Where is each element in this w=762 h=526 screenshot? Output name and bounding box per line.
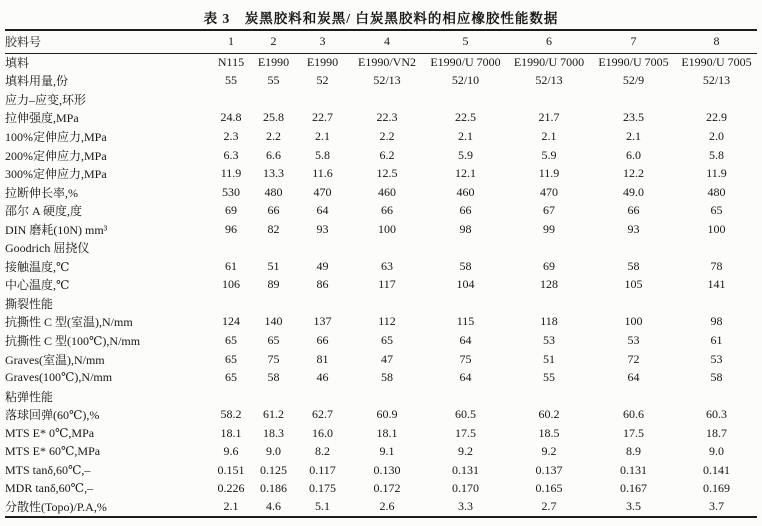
- cell-value: [295, 294, 350, 313]
- row-label: 分散性(Topo)/P.A,%: [5, 500, 107, 515]
- cell-value: 18.1: [220, 425, 242, 440]
- cell-value: 66: [381, 203, 393, 218]
- section-row: [5, 90, 757, 109]
- cell-value: 21.7: [538, 110, 560, 125]
- header-row: [5, 30, 757, 53]
- cell-value: N115: [217, 55, 245, 70]
- cell-value: 18.1: [376, 425, 398, 440]
- cell-value: 46: [316, 370, 329, 385]
- cell-value: 470: [540, 184, 558, 199]
- cell-value: 0.186: [260, 481, 287, 496]
- cell-value: 93: [627, 221, 640, 236]
- table-body: [5, 53, 757, 517]
- cell-value: 58: [381, 370, 393, 385]
- cell-value: [350, 387, 424, 406]
- cell-value: 23.5: [623, 110, 644, 125]
- cell-value: E1990/U 7000: [513, 55, 585, 70]
- cell-value: 93: [316, 221, 329, 236]
- cell-value: [591, 387, 676, 406]
- column-header-8: 8: [713, 34, 720, 49]
- cell-value: 99: [543, 221, 555, 236]
- cell-value: 0.172: [373, 481, 401, 496]
- row-label: 接触温度,℃: [5, 259, 70, 274]
- table-row: [5, 164, 757, 183]
- cell-value: 66: [627, 203, 640, 218]
- cell-value: 2.2: [266, 128, 281, 143]
- cell-value: 11.6: [312, 166, 333, 181]
- table-row: [5, 331, 757, 350]
- cell-value: 72: [627, 351, 640, 366]
- cell-value: 64: [459, 332, 472, 347]
- cell-value: 22.3: [376, 110, 398, 125]
- row-label: 填料: [5, 56, 30, 71]
- cell-value: [210, 90, 252, 109]
- cell-value: 16.0: [312, 425, 333, 440]
- cell-value: [252, 294, 295, 313]
- cell-value: 0.175: [309, 481, 336, 496]
- cell-value: 0.170: [452, 481, 479, 496]
- cell-value: 137: [313, 314, 332, 329]
- cell-value: 128: [540, 277, 558, 292]
- cell-value: 60.9: [376, 407, 398, 422]
- cell-value: [350, 294, 424, 313]
- cell-value: 3.7: [709, 499, 724, 514]
- cell-value: 2.1: [315, 128, 330, 143]
- performance-table: [5, 29, 757, 518]
- cell-value: 6.2: [379, 147, 395, 162]
- cell-value: 112: [378, 314, 396, 329]
- cell-value: 65: [267, 332, 280, 347]
- row-label: MTS E* 60℃,MPa: [5, 444, 101, 459]
- cell-value: [591, 294, 676, 313]
- row-label: 100%定伸应力,MPa: [5, 129, 107, 144]
- cell-value: 12.2: [623, 166, 644, 181]
- cell-value: 53: [543, 332, 555, 347]
- row-label: 拉断伸长率,%: [5, 185, 78, 200]
- cell-value: 52/9: [622, 73, 645, 88]
- cell-value: 64: [627, 370, 640, 385]
- cell-value: [210, 387, 252, 406]
- cell-value: 53: [710, 351, 723, 366]
- cell-value: [350, 90, 424, 109]
- cell-value: 75: [267, 351, 280, 366]
- cell-value: [424, 238, 507, 257]
- table-row: [5, 461, 757, 480]
- cell-value: 2.1: [541, 128, 557, 143]
- row-label: 落球回弹(60℃),%: [5, 408, 100, 423]
- cell-value: 0.130: [373, 462, 401, 477]
- cell-value: 140: [264, 314, 283, 329]
- cell-value: [424, 294, 507, 313]
- table-row: [5, 276, 757, 295]
- cell-value: 60.5: [455, 407, 476, 422]
- cell-value: 8.9: [626, 444, 641, 459]
- cell-value: 62.7: [312, 407, 333, 422]
- cell-value: 82: [267, 221, 280, 236]
- column-header-1: 1: [228, 34, 234, 49]
- cell-value: 8.2: [315, 444, 330, 459]
- section-row: [5, 238, 757, 257]
- row-label: DIN 磨耗(10N) mm³: [5, 222, 108, 237]
- cell-value: 105: [624, 277, 643, 292]
- cell-value: 25.8: [263, 110, 284, 125]
- row-label: 中心温度,℃: [5, 278, 70, 293]
- cell-value: 115: [456, 314, 475, 329]
- row-label: 300%定伸应力,MPa: [5, 167, 107, 182]
- cell-value: 11.9: [538, 166, 560, 181]
- cell-value: 75: [459, 351, 472, 366]
- cell-value: 0.169: [703, 481, 730, 496]
- cell-value: 9.0: [709, 444, 724, 459]
- cell-value: 100: [707, 221, 726, 236]
- table-row: [5, 350, 757, 369]
- cell-value: E1990/VN2: [358, 55, 416, 70]
- table-row: [5, 220, 757, 239]
- cell-value: 5.9: [458, 147, 473, 162]
- cell-value: 51: [267, 258, 280, 273]
- row-label: 邵尔 A 硬度,度: [5, 204, 83, 219]
- row-label: MTS tanδ,60℃,–: [5, 462, 91, 477]
- column-header-2: 2: [270, 34, 277, 49]
- cell-value: [591, 238, 676, 257]
- cell-value: [295, 387, 350, 406]
- cell-value: 58: [267, 370, 280, 385]
- cell-value: [676, 294, 757, 313]
- cell-value: 61: [710, 332, 723, 347]
- column-header-7: 7: [630, 34, 637, 49]
- cell-value: 9.6: [223, 444, 239, 459]
- row-label: Goodrich 屈挠仪: [5, 241, 90, 256]
- table-row: [5, 424, 757, 443]
- cell-value: 9.2: [458, 444, 473, 459]
- cell-value: 2.3: [223, 128, 239, 143]
- cell-value: [676, 238, 757, 257]
- cell-value: 2.6: [379, 499, 395, 514]
- cell-value: 6.6: [266, 147, 281, 162]
- cell-value: 61.2: [263, 407, 284, 422]
- header-label: 胶料号: [5, 35, 42, 50]
- cell-value: 13.3: [263, 166, 284, 181]
- cell-value: 58: [459, 258, 472, 273]
- row-label: 抗撕性 C 型(100℃),N/mm: [5, 333, 141, 348]
- cell-value: 460: [456, 184, 475, 199]
- table-row: [5, 201, 757, 220]
- cell-value: 61: [225, 258, 237, 273]
- cell-value: 17.5: [455, 425, 476, 440]
- cell-value: 0.131: [452, 462, 479, 477]
- cell-value: 49: [316, 258, 329, 273]
- cell-value: 58: [710, 370, 723, 385]
- cell-value: 52/10: [451, 73, 480, 88]
- table-row: [5, 109, 757, 128]
- cell-value: 100: [624, 314, 643, 329]
- cell-value: 106: [222, 277, 240, 292]
- table-row: [5, 146, 757, 165]
- cell-value: 55: [543, 370, 555, 385]
- cell-value: 22.9: [706, 110, 727, 125]
- cell-value: 60.2: [538, 407, 560, 422]
- cell-value: 0.167: [620, 481, 647, 496]
- cell-value: [210, 294, 252, 313]
- cell-value: 18.5: [538, 425, 560, 440]
- cell-value: 78: [710, 258, 723, 273]
- row-label: MTS E* 0℃,MPa: [5, 425, 95, 440]
- cell-value: 0.137: [535, 462, 563, 477]
- row-label: 撕裂性能: [5, 296, 54, 311]
- cell-value: E1990: [306, 55, 339, 70]
- table-row: [5, 480, 757, 499]
- row-label: 粘弹性能: [5, 389, 54, 404]
- cell-value: 104: [456, 277, 475, 292]
- cell-value: 60.3: [706, 407, 727, 422]
- row-label: 填料用量,份: [5, 74, 69, 89]
- cell-value: 0.165: [535, 481, 563, 496]
- cell-value: [676, 387, 757, 406]
- cell-value: 2.2: [379, 128, 395, 143]
- cell-value: 64: [316, 203, 329, 218]
- cell-value: 470: [313, 184, 332, 199]
- cell-value: E1990/U 7005: [681, 55, 752, 70]
- cell-value: 0.151: [217, 462, 245, 477]
- table-row: [5, 257, 757, 276]
- cell-value: [295, 238, 350, 257]
- cell-value: 2.7: [541, 499, 557, 514]
- cell-value: 9.1: [379, 444, 395, 459]
- column-header-5: 5: [462, 34, 469, 49]
- cell-value: 66: [267, 203, 280, 218]
- cell-value: 3.5: [626, 499, 641, 514]
- cell-value: 9.0: [266, 444, 281, 459]
- cell-value: 64: [459, 370, 472, 385]
- cell-value: 86: [316, 277, 329, 292]
- cell-value: 58.2: [220, 407, 242, 422]
- cell-value: 65: [225, 351, 237, 366]
- row-label: 200%定伸应力,MPa: [5, 148, 107, 163]
- column-header-6: 6: [546, 34, 552, 49]
- cell-value: 0.131: [620, 462, 647, 477]
- cell-value: 18.3: [263, 425, 284, 440]
- cell-value: 460: [378, 184, 396, 199]
- cell-value: 4.6: [266, 499, 281, 514]
- section-row: [5, 387, 757, 406]
- table-row: [5, 442, 757, 461]
- cell-value: 96: [225, 221, 237, 236]
- cell-value: 2.0: [709, 128, 724, 143]
- cell-value: 63: [381, 258, 393, 273]
- cell-value: 65: [381, 332, 393, 347]
- cell-value: 49.0: [623, 184, 644, 199]
- cell-value: 12.1: [455, 166, 476, 181]
- cell-value: [252, 90, 295, 109]
- cell-value: 81: [316, 351, 329, 366]
- cell-value: 18.7: [706, 425, 727, 440]
- cell-value: [350, 238, 424, 257]
- cell-value: 67: [543, 203, 555, 218]
- cell-value: [252, 238, 295, 257]
- cell-value: 0.141: [703, 462, 730, 477]
- cell-value: 2.1: [626, 128, 641, 143]
- row-label: Graves(室温),N/mm: [5, 352, 105, 367]
- table-row: [5, 368, 757, 387]
- cell-value: [210, 238, 252, 257]
- cell-value: 5.1: [315, 499, 330, 514]
- cell-value: 69: [543, 258, 555, 273]
- table-title: 表 3 炭黑胶料和炭黑/ 白炭黑胶料的相应橡胶性能数据: [203, 11, 559, 26]
- cell-value: E1990: [257, 55, 290, 70]
- cell-value: [424, 90, 507, 109]
- table-row: [5, 183, 757, 202]
- cell-value: 5.9: [541, 147, 557, 162]
- cell-value: 530: [222, 184, 240, 199]
- cell-value: 52/13: [535, 73, 563, 88]
- table-row: [5, 127, 757, 146]
- cell-value: 100: [378, 221, 396, 236]
- cell-value: 47: [381, 351, 393, 366]
- cell-value: [295, 90, 350, 109]
- cell-value: 65: [225, 370, 237, 385]
- row-label: MDR tanδ,60℃,–: [5, 481, 94, 496]
- cell-value: 12.5: [376, 166, 398, 181]
- cell-value: 98: [710, 314, 723, 329]
- table-row: [5, 313, 757, 332]
- column-header-3: 3: [319, 34, 326, 49]
- cell-value: 65: [225, 332, 237, 347]
- cell-value: 480: [264, 184, 283, 199]
- cell-value: [507, 238, 591, 257]
- cell-value: 124: [222, 314, 240, 329]
- cell-value: 58: [627, 258, 640, 273]
- cell-value: 52/13: [373, 73, 401, 88]
- cell-value: 11.9: [706, 166, 727, 181]
- cell-value: [507, 90, 591, 109]
- cell-value: 2.1: [458, 128, 473, 143]
- cell-value: 11.9: [220, 166, 242, 181]
- cell-value: E1990/U 7000: [430, 55, 501, 70]
- cell-value: 24.8: [220, 110, 242, 125]
- cell-value: [676, 90, 757, 109]
- cell-value: [424, 387, 507, 406]
- cell-value: 89: [267, 277, 280, 292]
- row-label: 应力–应变,环形: [5, 92, 87, 107]
- cell-value: 66: [316, 332, 329, 347]
- cell-value: 55: [225, 73, 237, 88]
- section-row: [5, 294, 757, 313]
- cell-value: 66: [459, 203, 472, 218]
- cell-value: 17.5: [623, 425, 644, 440]
- cell-value: 2.1: [223, 499, 239, 514]
- cell-value: 118: [540, 314, 558, 329]
- cell-value: [591, 90, 676, 109]
- cell-value: 117: [378, 277, 396, 292]
- cell-value: 22.5: [455, 110, 476, 125]
- cell-value: 480: [707, 184, 726, 199]
- table-row: [5, 405, 757, 424]
- cell-value: 6.0: [626, 147, 641, 162]
- column-header-4: 4: [384, 34, 390, 49]
- row-label: Graves(100℃),N/mm: [5, 370, 113, 385]
- cell-value: [507, 294, 591, 313]
- cell-value: 5.8: [709, 147, 724, 162]
- cell-value: 141: [707, 277, 726, 292]
- cell-value: 98: [459, 221, 472, 236]
- cell-value: 5.8: [315, 147, 330, 162]
- cell-value: 65: [710, 203, 723, 218]
- cell-value: 9.2: [541, 444, 557, 459]
- cell-value: 52: [316, 73, 329, 88]
- cell-value: 51: [543, 351, 555, 366]
- row-label: 拉伸强度,MPa: [5, 111, 79, 126]
- cell-value: 6.3: [223, 147, 239, 162]
- table-row: [5, 72, 757, 91]
- cell-value: E1990/U 7005: [598, 55, 669, 70]
- cell-value: 0.125: [260, 462, 287, 477]
- cell-value: 22.7: [312, 110, 333, 125]
- cell-value: 3.3: [458, 499, 473, 514]
- table-row: [5, 53, 757, 72]
- row-label: 抗撕性 C 型(室温),N/mm: [5, 315, 133, 330]
- cell-value: 55: [267, 73, 280, 88]
- table-row: [5, 498, 757, 517]
- cell-value: 52/13: [702, 73, 731, 88]
- cell-value: 69: [225, 203, 237, 218]
- cell-value: 53: [627, 332, 640, 347]
- cell-value: [252, 387, 295, 406]
- cell-value: [507, 387, 591, 406]
- cell-value: 60.6: [623, 407, 644, 422]
- cell-value: 0.117: [309, 462, 336, 477]
- cell-value: 0.226: [217, 481, 245, 496]
